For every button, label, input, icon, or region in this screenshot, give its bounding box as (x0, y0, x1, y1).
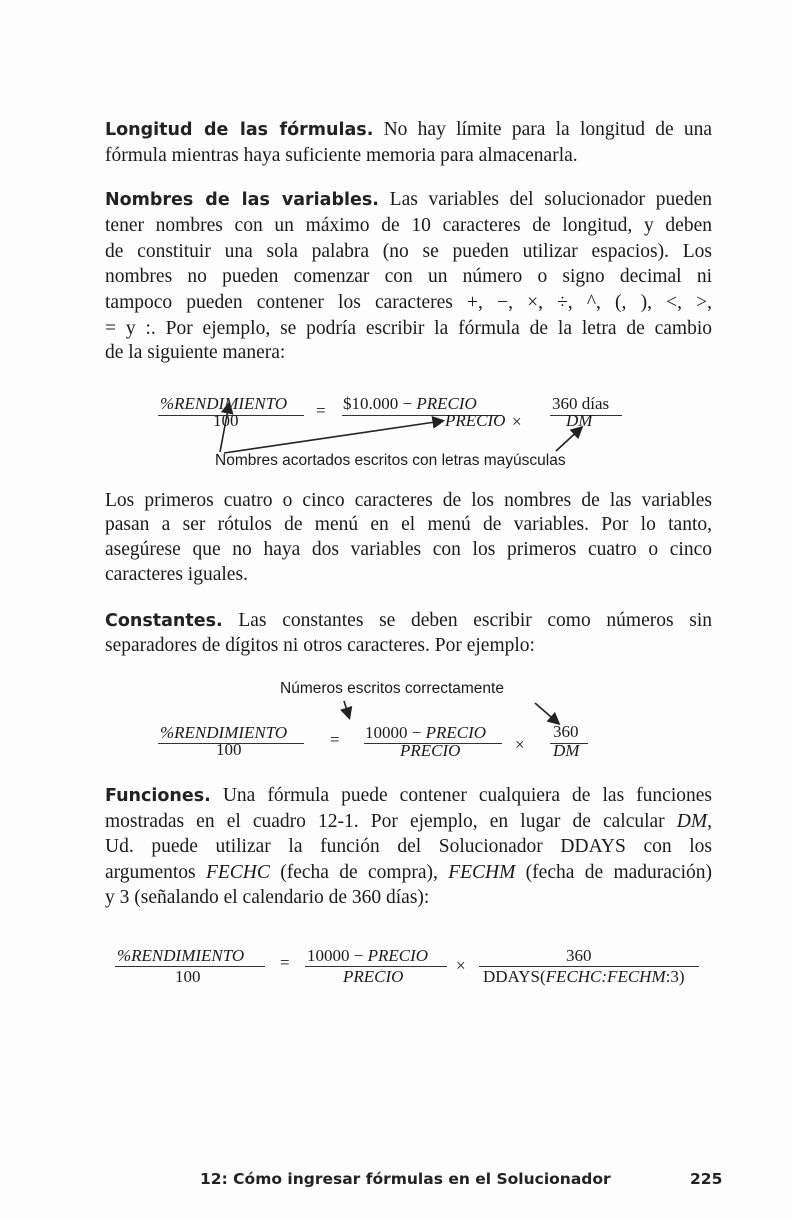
arrow-icon (344, 701, 349, 717)
text: DM, (676, 811, 712, 832)
text: FECHM (448, 862, 516, 883)
times-sign: × (515, 735, 525, 754)
formula-rhs-numerator: 360 (566, 946, 592, 965)
arrow-icon (224, 421, 442, 453)
formula-mid-denominator: PRECIO (445, 411, 506, 430)
text: 10000 − (365, 723, 426, 742)
paragraph-line: = y :. Por ejemplo, se podría escribir la fórmula de la letra de cambio (105, 318, 712, 339)
formula-annotation: Números escritos correctamente (280, 680, 504, 697)
formula-lhs-denominator: 100 (213, 411, 239, 430)
arrow-icon (220, 404, 229, 452)
text: :3) (665, 967, 685, 986)
paragraph-line: nombres no pueden comenzar con un número o signo decimal ni (105, 266, 712, 287)
text: Las constantes se deben escribir como números sin (222, 610, 712, 631)
paragraph-line: pasan a ser rótulos de menú en el menú de variables. Por lo tanto, (105, 514, 712, 535)
text: mostradas en el cuadro 12-1. Por ejemplo, en lugar de calcular (105, 811, 677, 832)
paragraph-line: de constituir una sola palabra (no se pueden utilizar espacios). Los (105, 241, 712, 262)
formula-rhs-numerator: 360 (553, 722, 579, 741)
text: No hay límite para la longitud de una (373, 119, 712, 140)
formula-lhs-denominator: 100 (216, 740, 242, 759)
formula-lhs-numerator: %RENDIMIENTO (160, 723, 288, 742)
paragraph-line: tampoco pueden contener los caracteres +, −, ×, ÷, ^, (, ), <, >, (105, 292, 712, 313)
paragraph-line: Ud. puede utilizar la función del Solucionador DDAYS con los (105, 836, 712, 857)
page-number: 225 (690, 1170, 723, 1188)
text: PRECIO (416, 394, 477, 413)
text: PRECIO (367, 946, 429, 965)
paragraph-line: fórmula mientras haya suficiente memoria para almacenarla. (105, 145, 578, 166)
paragraph-line: caracteres iguales. (105, 564, 248, 585)
equals-sign: = (316, 401, 326, 420)
times-sign: × (456, 956, 466, 975)
text: (fecha de compra), (269, 862, 449, 883)
text: $10.000 − (343, 394, 417, 413)
formula-rhs-numerator: 360 días (552, 394, 610, 413)
text: PRECIO (425, 723, 487, 742)
paragraph-line: de la siguiente manera: (105, 342, 286, 363)
formula-lhs-numerator: %RENDIMIENTO (160, 394, 288, 413)
paragraph-line: separadores de dígitos ni otros caracteres. Por ejemplo: (105, 635, 535, 656)
text: FECHC (205, 862, 270, 883)
running-footer-chapter: 12: Cómo ingresar fórmulas en el Solucionador (200, 1170, 611, 1188)
section-heading: Longitud de las fórmulas. (105, 120, 374, 140)
text: argumentos (105, 862, 206, 883)
formula-lhs-numerator: %RENDIMIENTO (117, 946, 245, 965)
arrow-icon (535, 703, 558, 723)
formula-annotation: Nombres acortados escritos con letras mayúsculas (215, 452, 566, 469)
paragraph-line: Los primeros cuatro o cinco caracteres de los nombres de las variables (105, 490, 712, 511)
text: Las variables del solucionador pueden (378, 189, 712, 210)
text: 10000 − (307, 946, 368, 965)
section-heading: Funciones. (105, 786, 211, 806)
text: DDAYS( (483, 967, 546, 986)
paragraph-line: y 3 (señalando el calendario de 360 días): (105, 887, 430, 908)
text: (fecha de maduración) (515, 862, 712, 883)
paragraph-line: tener nombres con un máximo de 10 caracteres de longitud, y deben (105, 215, 712, 236)
formula-mid-denominator: PRECIO (343, 967, 404, 986)
text: FECHC:FECHM (545, 967, 666, 986)
text: Una fórmula puede contener cualquiera de las funciones (210, 785, 712, 806)
equals-sign: = (330, 730, 340, 749)
section-heading: Constantes. (105, 611, 223, 631)
paragraph-line: asegúrese que no haya dos variables con los primeros cuatro o cinco (105, 539, 712, 560)
equals-sign: = (280, 953, 290, 972)
times-sign: × (512, 412, 522, 431)
formula-rhs-denominator: DM (566, 411, 593, 430)
formula-mid-denominator: PRECIO (400, 741, 461, 760)
formula-rhs-denominator: DM (553, 741, 580, 760)
arrow-icon (556, 428, 581, 451)
formula-lhs-denominator: 100 (175, 967, 201, 986)
section-heading: Nombres de las variables. (105, 190, 379, 210)
